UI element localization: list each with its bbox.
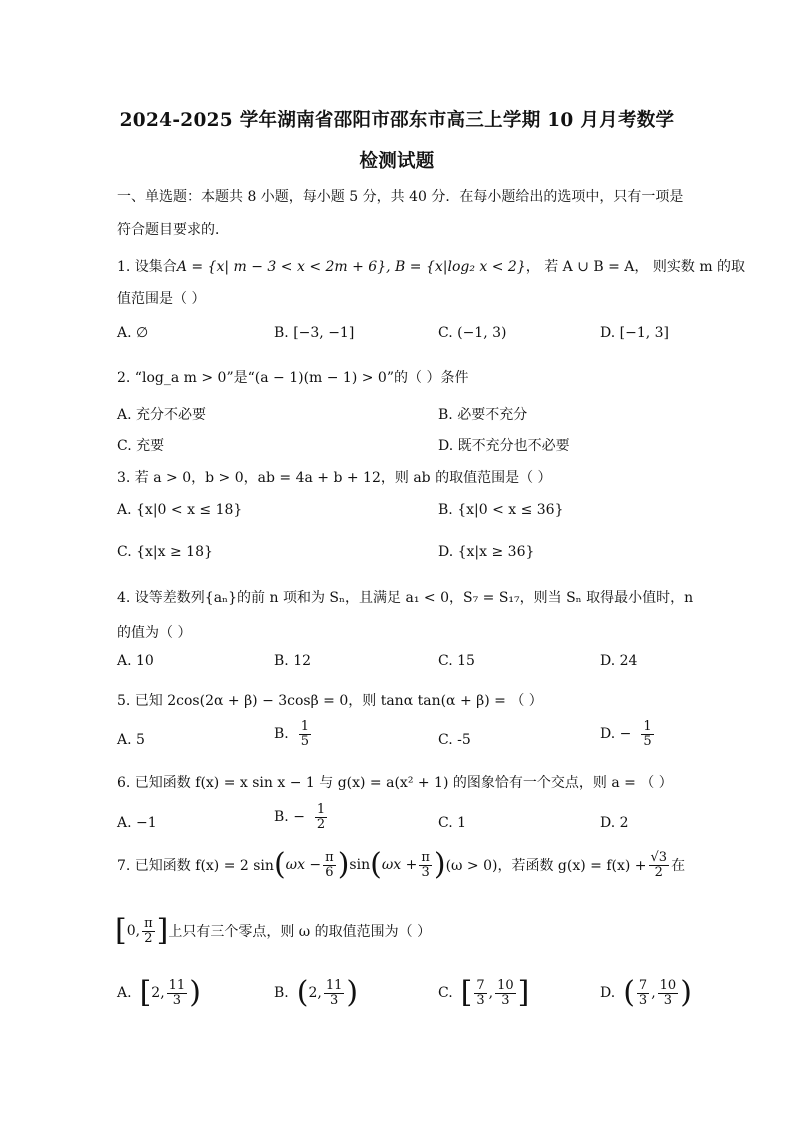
q7-three: 3 (421, 864, 430, 880)
q7-d-comma: , (651, 985, 656, 1001)
q7-d-den1: 3 (638, 992, 648, 1008)
question-3-stem: 3. 若 a > 0，b > 0，ab = 4a + b + 12，则 ab 的取值范围是（ ） (117, 470, 552, 486)
q7-d-num2: 10 (659, 977, 677, 993)
q7-a-num: 11 (168, 977, 186, 993)
section-instructions-line2: 符合题目要求的． (117, 222, 229, 238)
q7-part4: ωx + (381, 857, 418, 873)
q5-d-denominator: 5 (643, 733, 652, 749)
question-1-stem-line2: 值范围是（ ） (117, 291, 206, 307)
q7-d-paren-close: ) (680, 975, 692, 1010)
q5-b-numerator: 1 (300, 719, 310, 734)
q7-b-paren-open: ( (296, 975, 309, 1010)
q7-b-paren-close: ) (346, 975, 359, 1010)
q7-two-den: 2 (144, 930, 153, 946)
q7-c-den1: 3 (476, 992, 485, 1008)
q7-two: 2 (654, 864, 663, 880)
q7-part6: 在 (671, 858, 686, 874)
q7-c-comma: , (488, 985, 494, 1001)
q6-b-denominator: 2 (316, 816, 326, 832)
q7-b-fraction (324, 979, 345, 1007)
q7-pi-1: π (325, 849, 334, 865)
q3-option-d[interactable]: D. {x|x ≥ 36} (438, 544, 535, 560)
q7-option-c-label: C. (438, 985, 453, 1001)
q7-option-b[interactable] (274, 975, 359, 1010)
q7-c-bracket-close: ] (517, 975, 530, 1010)
q7-option-b-label: B. (274, 985, 289, 1001)
q5-option-b-fraction (299, 720, 311, 748)
q7-d-fraction-1 (637, 979, 649, 1007)
q1-prefix: 1. 设集合 (117, 259, 177, 275)
q7-c-fraction-1 (474, 979, 486, 1007)
q7-paren-close-1: ) (337, 847, 350, 882)
q2-option-c[interactable]: C. 充要 (117, 438, 165, 454)
q5-option-a[interactable]: A. 5 (117, 732, 145, 748)
q7-bracket-open: [ (115, 913, 127, 948)
q7-sqrt3-over-2 (649, 851, 670, 879)
q5-option-d-fraction (641, 720, 653, 748)
q7-d-fraction-2 (658, 979, 679, 1007)
q7-paren-close-2: ) (433, 847, 446, 882)
q7-option-c[interactable] (438, 975, 530, 1010)
q4-option-d[interactable]: D. 24 (600, 653, 638, 669)
question-1-stem (117, 256, 745, 276)
q5-option-d-label: D. − (600, 726, 632, 743)
q4-option-a[interactable]: A. 10 (117, 653, 154, 669)
q7-option-d[interactable] (600, 975, 692, 1010)
q7-b-num: 11 (325, 977, 343, 993)
q1-option-c[interactable]: C. (−1, 3) (438, 325, 507, 341)
section-instructions-line1: 一、单选题：本题共 8 小题，每小题 5 分，共 40 分．在每小题给出的选项中，只有一项是 (117, 189, 684, 205)
question-4-stem-line2: 的值为（ ） (117, 625, 192, 641)
q7-b-left: 2, (308, 985, 322, 1001)
q1-set-b: , B = {x|log₂ x < 2} (386, 259, 526, 275)
question-2-stem: 2. “log_a m > 0”是“(a − 1)(m − 1) > 0”的（ ）条件 (117, 370, 469, 386)
q6-option-b-label: B. − (274, 809, 305, 826)
q3-option-b[interactable]: B. {x|0 < x ≤ 36} (438, 502, 564, 518)
q5-d-numerator: 1 (643, 719, 652, 734)
q7-c-fraction-2 (495, 979, 516, 1007)
q1-set-a: A = {x| m − 3 < x < 2m + 6} (176, 259, 387, 275)
q7-option-d-label: D. (600, 985, 616, 1001)
q7-six: 6 (325, 864, 334, 880)
q7-b-den: 3 (329, 992, 339, 1008)
q7-line2-text: 上只有三个零点，则 ω 的取值范围为（ ） (168, 924, 432, 940)
q1-condition: ， 若 A ∪ B = A， 则实数 m 的取 (525, 259, 746, 275)
q6-option-b[interactable] (274, 803, 329, 831)
exam-title-line2: 检测试题 (359, 151, 435, 172)
q7-c-num2: 10 (497, 977, 514, 993)
q4-option-c[interactable]: C. 15 (438, 653, 475, 669)
q7-interval-left: 0, (126, 923, 141, 939)
q5-option-b-label: B. (274, 726, 289, 743)
exam-title-line1: 2024-2025 学年湖南省邵阳市邵东市高三上学期 10 月月考数学 (119, 110, 675, 131)
q2-option-b[interactable]: B. 必要不充分 (438, 407, 528, 423)
q7-d-paren-open: ( (623, 975, 635, 1010)
q7-a-left: 2, (151, 985, 165, 1001)
q7-c-den2: 3 (501, 992, 510, 1008)
q5-option-c[interactable]: C. -5 (438, 732, 471, 748)
q6-option-b-fraction (315, 803, 327, 831)
question-4-stem: 4. 设等差数列{aₙ}的前 n 项和为 Sₙ，且满足 a₁ < 0，S₇ = S₁₇，则当 Sₙ 取得最小值时，n (117, 590, 694, 606)
q6-option-a[interactable]: A. −1 (117, 815, 157, 831)
q1-option-d[interactable]: D. [−1, 3] (600, 325, 669, 341)
q7-pi-over-2 (142, 917, 155, 945)
q7-a-den: 3 (172, 992, 182, 1008)
q7-d-den2: 3 (663, 992, 673, 1008)
q4-option-b[interactable]: B. 12 (274, 653, 312, 669)
q2-option-d[interactable]: D. 既不充分也不必要 (438, 438, 570, 454)
q7-bracket-close: ] (156, 913, 169, 948)
question-6-stem: 6. 已知函数 f(x) = x sin x − 1 与 g(x) = a(x² + 1) 的图象恰有一个交点，则 a = （ ） (117, 775, 673, 791)
q7-sqrt3: √3 (650, 849, 668, 865)
q7-d-num1: 7 (638, 977, 648, 993)
q5-option-d[interactable] (600, 720, 656, 748)
q7-pi-3: π (144, 915, 153, 931)
q3-option-a[interactable]: A. {x|0 < x ≤ 18} (117, 502, 243, 518)
question-5-stem: 5. 已知 2cos(2α + β) − 3cosβ = 0，则 tanα tan(α + β) = （ ） (117, 693, 543, 709)
q5-b-denominator: 5 (300, 733, 310, 749)
q6-option-c[interactable]: C. 1 (438, 815, 467, 831)
question-7-stem-line2 (115, 913, 432, 948)
q7-option-a[interactable] (117, 975, 201, 1010)
q7-option-a-label: A. (117, 985, 132, 1001)
q1-option-b[interactable]: B. [−3, −1] (274, 325, 355, 341)
q3-option-c[interactable]: C. {x|x ≥ 18} (117, 544, 213, 560)
q7-c-bracket-open: [ (460, 975, 473, 1010)
q7-pi-over-6 (323, 851, 336, 879)
q7-part2: ωx − (285, 857, 322, 873)
q7-pi-2: π (421, 849, 430, 865)
q7-a-paren: ) (189, 975, 201, 1010)
q5-option-b[interactable] (274, 720, 313, 748)
question-7-stem (117, 847, 686, 882)
q7-a-bracket: [ (139, 975, 152, 1010)
q7-part1: 7. 已知函数 f(x) = 2 sin (117, 858, 274, 874)
q1-option-a[interactable]: A. ∅ (117, 325, 149, 341)
q7-pi-over-3 (419, 851, 432, 879)
q7-a-fraction (167, 979, 188, 1007)
q6-option-d[interactable]: D. 2 (600, 815, 629, 831)
q7-part5: (ω > 0)，若函数 g(x) = f(x) + (445, 858, 647, 874)
q7-part3: sin (349, 857, 371, 873)
q7-c-num1: 7 (476, 977, 485, 993)
q6-b-numerator: 1 (316, 802, 326, 817)
q2-option-a[interactable]: A. 充分不必要 (117, 407, 207, 423)
q7-paren-open-2: ( (370, 847, 382, 882)
q7-paren-open-1: ( (273, 847, 286, 882)
